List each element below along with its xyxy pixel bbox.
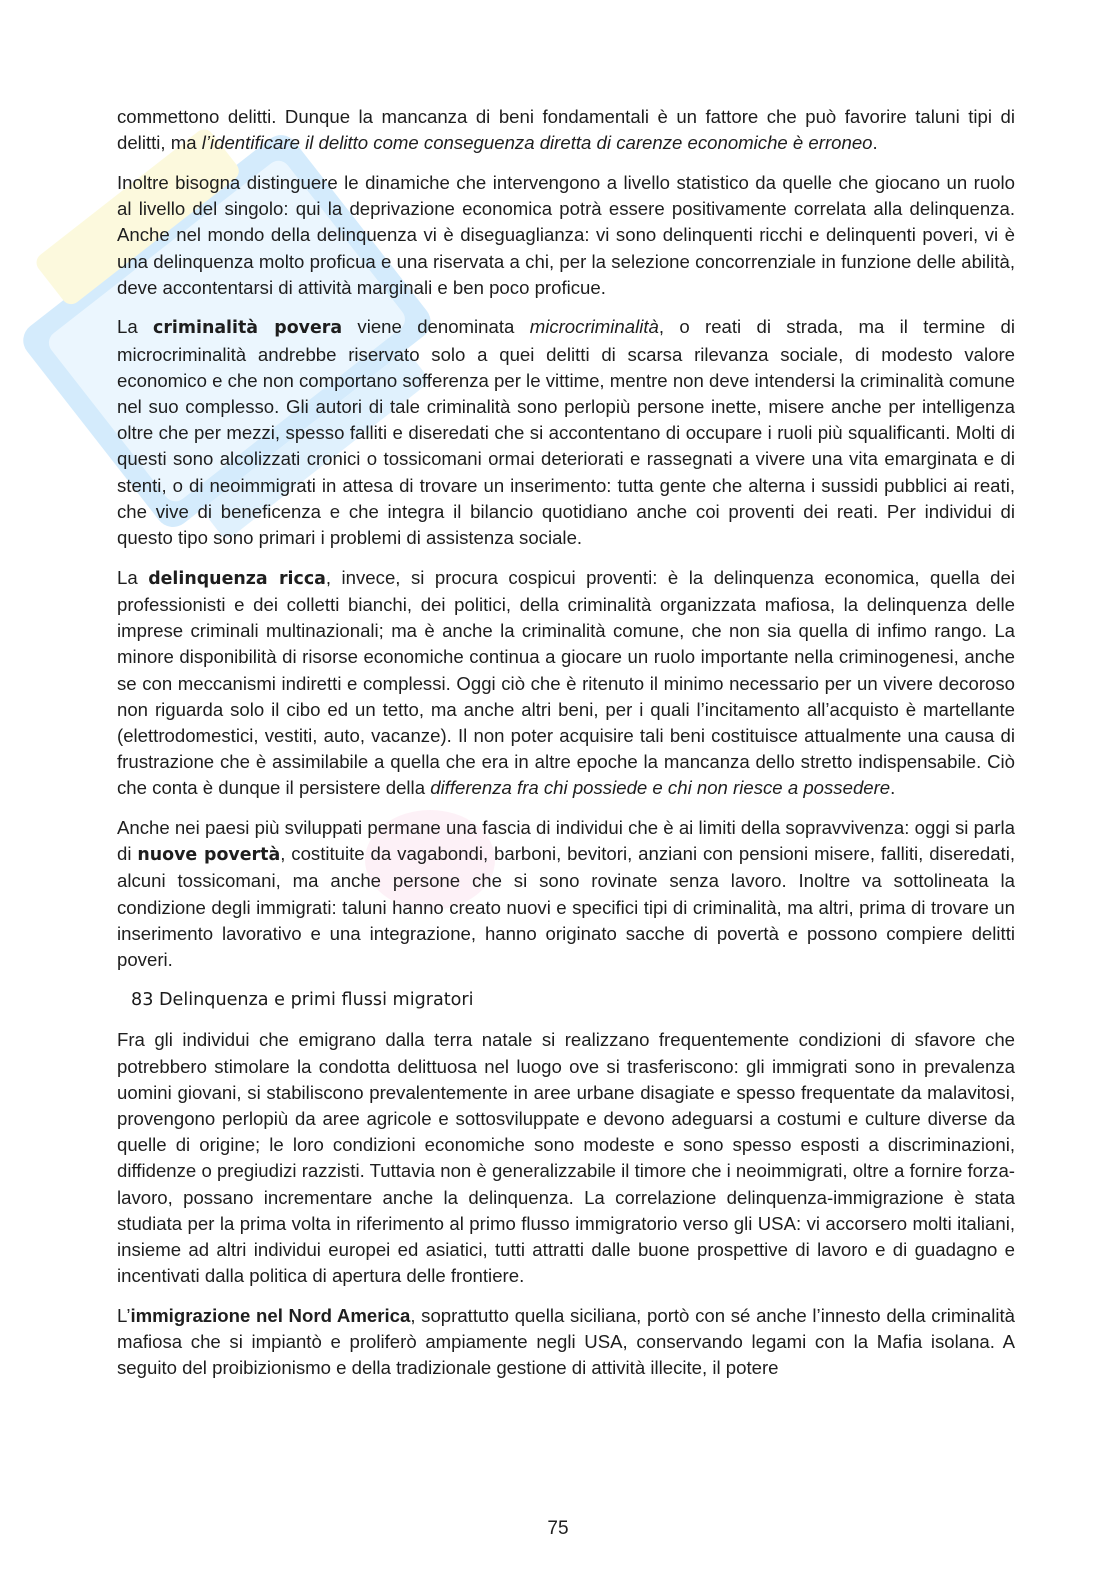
page-number: 75 xyxy=(547,1518,569,1539)
emphasis-text: differenza fra chi possiede e chi non riesce a possedere xyxy=(430,777,891,799)
paragraph-immigrazione: Fra gli individui che emigrano dalla terra natale si realizzano frequentemente condizioni di sfavore che potrebbero stimolare la condotta delittuosa nel luogo ove si trasferiscono: gli immigrati sono in prevalenza uomini giovani, si stabiliscono prevalentemente in aree urbane disagiate e spesso frequentate da malavitosi, provengono perlopiù da aree agricole e sottosviluppate e devono adeguarsi a costumi e culture diverse da quelle di origine; le loro condizioni economiche sono modeste e sono spesso esposti a discriminazioni, diffidenze o pregiudizi razzisti. Tuttavia non è generalizzabile il timore che i neoimmigrati, oltre a fornire forza-lavoro, possano incrementare anche la delinquenza. La correlazione delinquenza-immigrazione è stata studiata per la prima volta in riferimento al primo flusso immigratorio verso gli USA: vi accorsero molti italiani, insieme ad altri individui europei ed asiatici, tutti attratti dalle buone prospettive di lavoro e di guadagno e incentivati dalla politica di apertura delle frontiere. xyxy=(117,1029,1015,1287)
term-microcriminalita: microcriminalità xyxy=(529,316,659,338)
paragraph-statistics: Inoltre bisogna distinguere le dinamiche che intervengono a livello statistico da quelle che giocano un ruolo al livello del singolo: qui la deprivazione economica potrà essere positivamente correlata alla delinquenza. Anche nel mondo della delinquenza vi è diseguaglianza: vi sono delinquenti ricchi e delinquenti poveri, vi è una delinquenza molto proficua e una riservata a chi, per la selezione concorrenziale in funzione delle abilità, deve accontentarsi di attività marginali e ben poco proficue. xyxy=(117,171,1015,298)
document-body xyxy=(117,104,1015,1381)
term-nuove-poverta: nuove povertà xyxy=(137,845,281,866)
section-heading: 83 Delinquenza e primi flussi migratori xyxy=(131,990,474,1011)
term-criminalita-povera: criminalità povera xyxy=(153,318,343,339)
paragraph-intro: commettono delitti. Dunque la mancanza di beni fondamentali è un fattore che può favorire taluni tipi di delitti, ma l’identificare il delitto come conseguenza diretta di carenze economiche è erroneo. xyxy=(117,106,1015,154)
paragraph-nuove-poverta: Anche nei paesi più sviluppati permane una fascia di individui che è ai limiti della sopravvivenza: oggi si parla di nuove povertà, costituite da vagabondi, barboni, bevitori, anziani con pensioni misere, falliti, diseredati, alcuni tossicomani, ma anche persone che si sono rovinate senza lavoro. Inoltre va sottolineata la condizione degli immigrati: taluni hanno creato nuovi e specifici tipi di criminalità, ma altri, prima di trovare un inserimento lavorativo e una integrazione, hanno originato sacche di povertà e possono compiere delitti poveri. xyxy=(117,817,1015,971)
paragraph-delinquenza-ricca: La delinquenza ricca, invece, si procura cospicui proventi: è la delinquenza economica, quella dei professionisti e dei colletti bianchi, dei politici, della criminalità organizzata mafiosa, la delinquenza delle imprese criminali multinazionali; ma è anche la criminalità comune, che non sia quella di infimo rango. La minore disponibilità di risorse economiche continua a giocare un ruolo importante nella criminogenesi, anche se con meccanismi indiretti e complessi. Oggi ciò che è ritenuto il minimo necessario per un vivere decoroso non riguarda solo il cibo ed un tetto, ma anche altri beni, per i quali l’incitamento all’acquisto è martellante (elettrodomestici, vestiti, auto, vacanze). Il non poter acquisire tali beni costituisce attualmente una causa di frustrazione che è assimilabile a quella che era in altre epoche la mancanza dello stretto indispensabile. Ciò che conta è dunque il persistere della differenza fra chi possiede e chi non riesce a possedere. xyxy=(117,566,1015,799)
term-immigrazione-nord-america: immigrazione nel Nord America xyxy=(130,1304,411,1326)
term-delinquenza-ricca: delinquenza ricca xyxy=(148,568,326,589)
paragraph-nord-america: L’immigrazione nel Nord America, soprattutto quella siciliana, portò con sé anche l’innesto della criminalità mafiosa che si impiantò e proliferò ampiamente negli USA, conservando legami con la Mafia isolana. A seguito del proibizionismo e della tradizionale gestione di attività illecite, il potere xyxy=(117,1304,1015,1379)
paragraph-criminalita-povera: La criminalità povera viene denominata microcriminalità, o reati di strada, ma il termine di microcriminalità andrebbe riservato solo a quei delitti di scarsa rilevanza sociale, di modesto valore economico e che non comportano sofferenza per le vittime, mentre non deve intendersi la criminalità comune nel suo complesso. Gli autori di tale criminalità sono perlopiù persone inette, misere anche per intelligenza oltre che per mezzi, spesso falliti e diseredati che si accontentano di occupare i ruoli più squalificanti. Molti di questi sono alcolizzati cronici o tossicomani ormai deteriorati e rassegnati a vivere una vita emarginata e di stenti, o di neoimmigrati in attesa di trovare un inserimento: tutta gente che alterna i sussidi pubblici ai reati, che vive di beneficenza e che integra il bilancio quotidiano anche coi proventi dei reati. Per individui di questo tipo sono primari i problemi di assistenza sociale. xyxy=(117,316,1015,549)
emphasis-text: l’identificare il delitto come conseguenza diretta di carenze economiche è erroneo xyxy=(201,132,873,154)
